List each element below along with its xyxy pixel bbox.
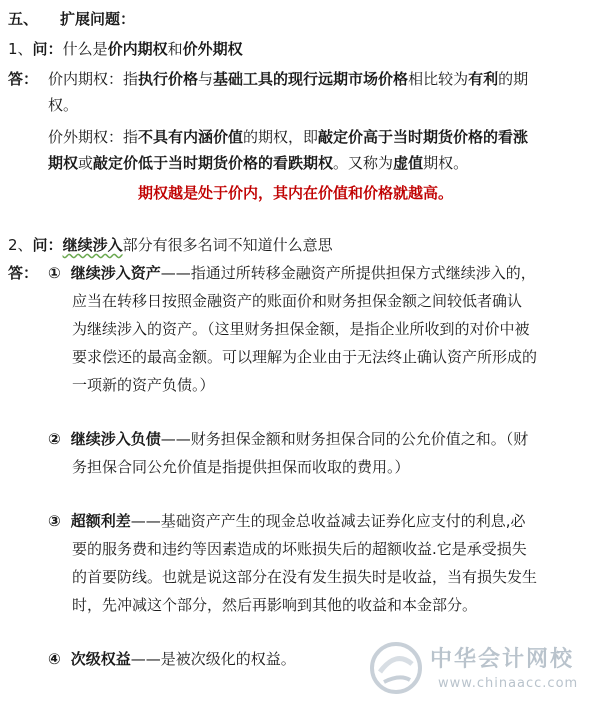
answer-1-label bbox=[8, 68, 38, 90]
q1-text: 什么是 bbox=[62, 40, 108, 58]
item-2-line-1 bbox=[48, 428, 528, 450]
item-2-line-2: 务担保合同公允价值是指提供担保而收取的费用。） bbox=[72, 458, 410, 476]
out-b5: 虚值 bbox=[393, 154, 424, 172]
item-3-number: ③ bbox=[48, 512, 61, 530]
item-3-line-4: 时，先冲减这个部分，然后再影响到其他的收益和本金部分。 bbox=[72, 596, 478, 614]
in-money-line-1 bbox=[48, 68, 528, 90]
q1-number: 1、 bbox=[8, 40, 33, 58]
item-1-number: ① bbox=[48, 264, 61, 282]
chinaacc-logo-icon bbox=[366, 638, 426, 698]
item-1-line-2: 应当在转移日按照金融资产的账面价和财务担保金额之间较低者确认 bbox=[72, 292, 523, 310]
item-1-line-1 bbox=[48, 262, 536, 284]
item-3-line-1 bbox=[48, 510, 526, 532]
item-1-text-1: 指通过所转移金融资产所提供担保方式继续涉入的， bbox=[190, 264, 536, 282]
item-2-dash: —— bbox=[160, 430, 191, 448]
in-end2: 权。 bbox=[48, 96, 79, 114]
item-3-dash: —— bbox=[130, 512, 161, 530]
in-b1: 执行价格 bbox=[138, 70, 199, 88]
out-b2: 敲定价高于当时期货价格的看涨 bbox=[318, 128, 529, 146]
q1-term-out: 价外期权 bbox=[182, 40, 243, 58]
question-2 bbox=[8, 234, 333, 256]
in-mid2: 相比较为 bbox=[408, 70, 469, 88]
out-or: 或 bbox=[78, 154, 94, 172]
out-end2: 期权。 bbox=[423, 154, 469, 172]
highlight-note: 期权越是处于价内，其内在价值和价格就越高。 bbox=[138, 184, 454, 202]
item-1-line-3: 为继续涉入的资产。（这里财务担保金额，是指企业所收到的对价中被 bbox=[72, 320, 530, 338]
q1-text-mid: 和 bbox=[167, 40, 183, 58]
item-3-text-1: 基础资产产生的现金总收益减去证券化应支付的利息,必 bbox=[160, 512, 526, 530]
q1-label: 问： bbox=[32, 40, 63, 58]
q2-label: 问： bbox=[32, 236, 63, 254]
in-b3: 有利 bbox=[468, 70, 499, 88]
item-3-line-2: 要的服务费和违约等因素造成的坏账损失后的超额收益.它是承受损失 bbox=[72, 540, 527, 558]
item-3-term: 超额利差 bbox=[70, 512, 131, 530]
in-money-line-2 bbox=[48, 94, 78, 116]
out-b4: 敲定价低于当时期货价格的看跌期权 bbox=[93, 154, 334, 172]
item-4-term: 次级权益 bbox=[70, 650, 131, 668]
item-1-line-5: 一项新的资产负债。） bbox=[72, 376, 215, 394]
out-end: 。又称为 bbox=[333, 154, 394, 172]
item-3-line-3: 的首要防线。也就是说这部分在没有发生损失时是收益，当有损失发生 bbox=[72, 568, 538, 586]
answer-label-2: 答： bbox=[8, 264, 39, 282]
watermark bbox=[366, 638, 579, 700]
watermark-name: 中华会计网校 bbox=[430, 647, 575, 672]
item-4-line-1 bbox=[48, 648, 296, 670]
out-b1: 不具有内涵价值 bbox=[138, 128, 244, 146]
section-heading bbox=[8, 8, 135, 30]
item-2-text-1: 财务担保金额和财务担保合同的公允价值之和。（财 bbox=[190, 430, 529, 448]
item-1-term: 继续涉入资产 bbox=[70, 264, 161, 282]
question-1 bbox=[8, 38, 243, 60]
in-prefix: 价内期权：指 bbox=[48, 70, 139, 88]
out-money-line-2 bbox=[48, 152, 468, 174]
out-prefix: 价外期权：指 bbox=[48, 128, 139, 146]
item-1-dash: —— bbox=[160, 264, 191, 282]
item-2-term: 继续涉入负债 bbox=[70, 430, 161, 448]
out-money-line-1 bbox=[48, 126, 528, 148]
in-end1: 的期 bbox=[498, 70, 529, 88]
out-mid: 的期权，即 bbox=[243, 128, 319, 146]
q1-term-in: 价内期权 bbox=[107, 40, 168, 58]
section-title: 扩展问题： bbox=[60, 10, 136, 28]
watermark-url: www.chinaacc.com bbox=[438, 676, 579, 691]
section-number: 五、 bbox=[8, 10, 39, 28]
item-4-number: ④ bbox=[48, 650, 61, 668]
in-b2: 基础工具的现行远期市场价格 bbox=[213, 70, 409, 88]
item-4-text-1: 是被次级化的权益。 bbox=[160, 650, 296, 668]
q2-term: 继续涉入 bbox=[62, 236, 123, 254]
in-mid: 与 bbox=[198, 70, 214, 88]
answer-label: 答： bbox=[8, 70, 39, 88]
item-4-dash: —— bbox=[130, 650, 161, 668]
out-b3: 期权 bbox=[48, 154, 79, 172]
item-2-number: ② bbox=[48, 430, 61, 448]
q2-text: 部分有很多名词不知道什么意思 bbox=[122, 236, 333, 254]
q2-number: 2、 bbox=[8, 236, 33, 254]
answer-2-label bbox=[8, 262, 38, 284]
item-1-line-4: 要求偿还的最高金额。可以理解为企业由于无法终止确认资产所形成的 bbox=[72, 348, 538, 366]
